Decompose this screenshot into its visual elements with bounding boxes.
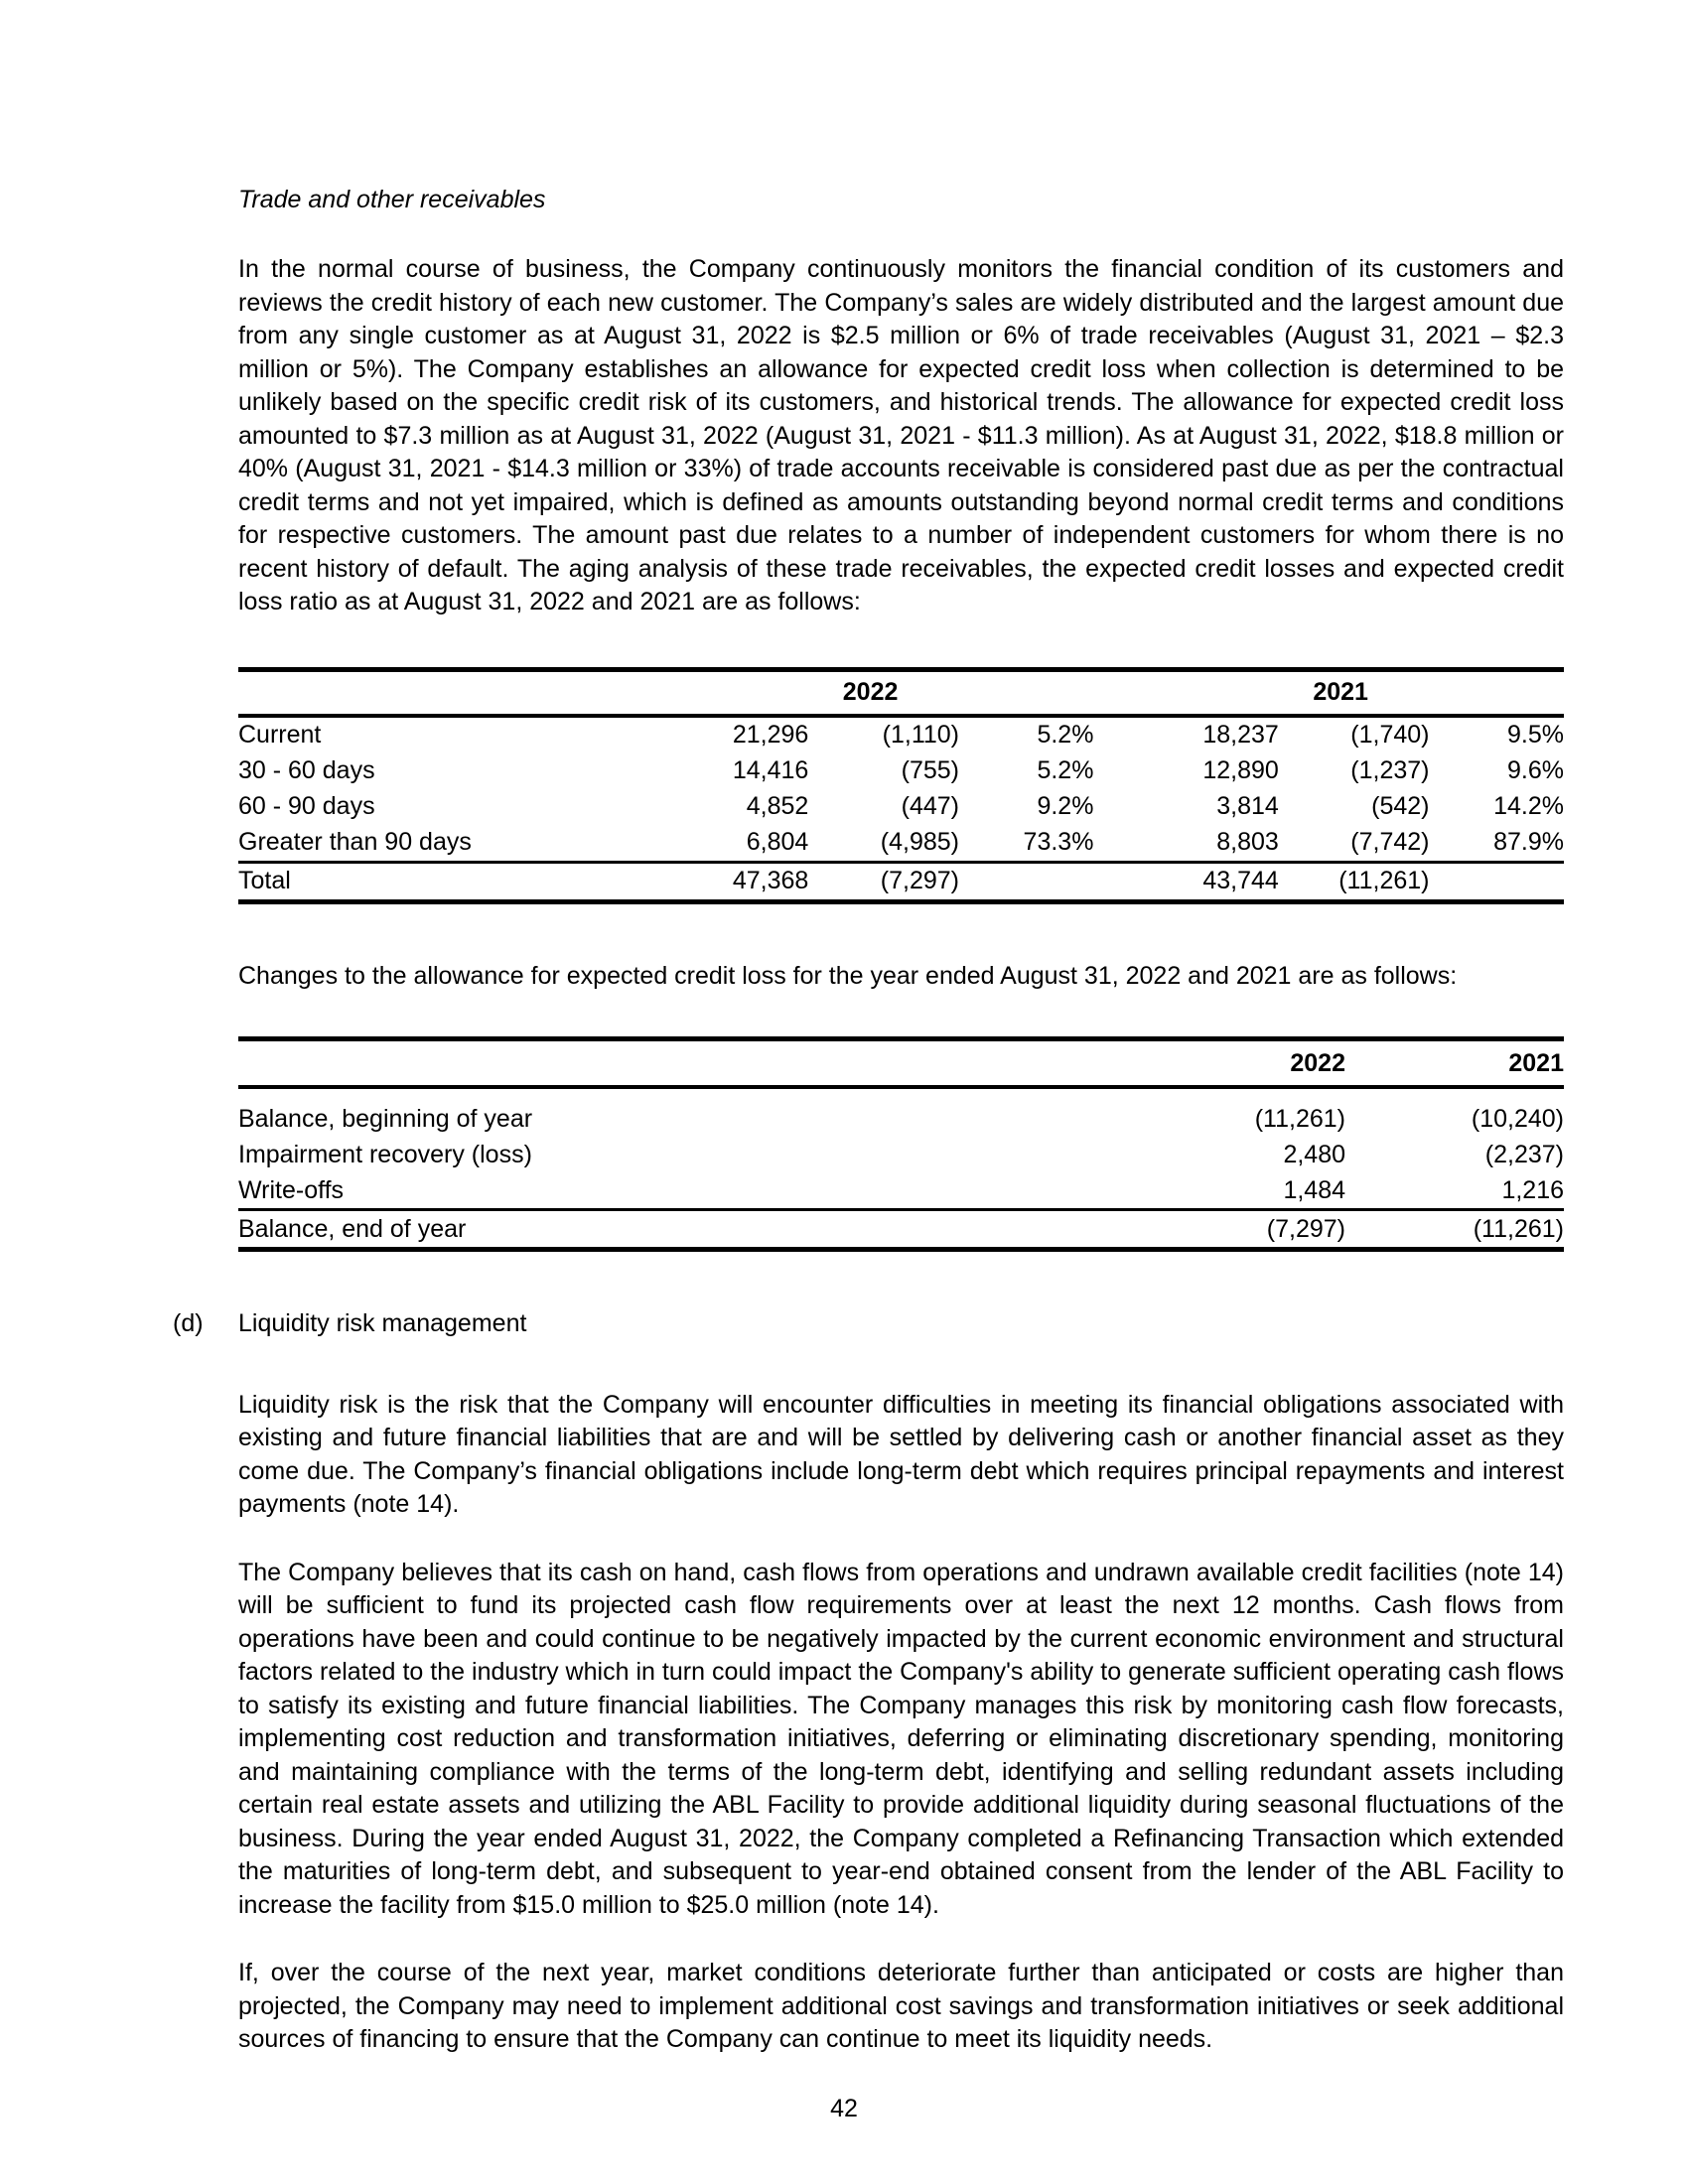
aging-total-ratio-2021 [1430,862,1565,901]
aging-total-allowance-2022: (7,297) [808,862,959,901]
allowance-total-2022: (7,297) [1127,1210,1345,1250]
allowance-table-header-row [238,1041,1564,1087]
allowance-continuity-table [238,1036,1564,1252]
aging-allowance-2021: (1,237) [1350,756,1430,784]
aging-amt-2022: 21,296 [732,721,809,749]
aging-row-label: 60 - 90 days [238,792,375,820]
section-letter-marker: (d) [173,1309,204,1337]
aging-allowance-2021: (542) [1371,792,1430,820]
aging-amt-2021: 12,890 [1202,756,1279,784]
table-row [238,716,1564,753]
aging-gap-cell [1093,789,1117,825]
aging-amt-2022: 4,852 [746,792,809,820]
aging-ratio-2022: 5.2% [1037,756,1094,784]
aging-table-body [238,716,1564,902]
aging-total-label: Total [238,862,647,901]
page-number: 42 [830,2095,858,2122]
aging-amt-2021: 3,814 [1216,792,1279,820]
allowance-row-label: Balance, beginning of year [238,1104,533,1133]
changes-intro-paragraph: Changes to the allowance for expected credit loss for the year ended August 31, 2022 and 2021 are as follows: [238,961,1458,990]
aging-ratio-2021: 9.5% [1507,721,1564,749]
allowance-total-row [238,1210,1564,1250]
allowance-value-2022: 1,484 [1283,1175,1345,1204]
allowance-value-2022: 2,480 [1283,1140,1345,1168]
aging-allowance-2022: (447) [901,792,959,820]
aging-ratio-2021: 9.6% [1507,756,1564,784]
liquidity-paragraph-3: If, over the course of the next year, market conditions deteriorate further than anticipated or costs are higher than projected, the Company may need to implement additional cost savings and transformation initiatives or seek additional sources of financing to ensure that the Company can continue to meet its liquidity needs. [238,1959,1564,2053]
aging-row-label: 30 - 60 days [238,756,375,784]
aging-allowance-2021: (1,740) [1350,721,1430,749]
allowance-header-2021: 2021 [1345,1041,1564,1087]
aging-ratio-2022: 73.3% [1023,828,1094,856]
aging-gap-cell [1093,825,1117,863]
allowance-total-2021: (11,261) [1345,1210,1564,1250]
aging-amt-2021: 18,237 [1202,721,1279,749]
allowance-value-2022: (11,261) [1254,1104,1345,1133]
aging-total-allowance-2021: (11,261) [1279,862,1430,901]
aging-allowance-2022: (1,110) [882,721,959,749]
allowance-value-2021: (2,237) [1484,1140,1564,1168]
table-row [238,1172,1564,1210]
aging-table-head [238,669,1564,716]
aging-amt-2021: 8,803 [1216,828,1279,856]
allowance-table-head [238,1039,1564,1088]
aging-ratio-2021: 87.9% [1493,828,1564,856]
aging-gap-cell [1093,716,1117,753]
allowance-header-2022: 2022 [1127,1041,1345,1087]
aging-row-label: Greater than 90 days [238,828,472,856]
aging-header-2022: 2022 [647,672,1094,716]
aging-header-2021: 2021 [1117,672,1564,716]
aging-allowance-2022: (4,985) [880,828,959,856]
aging-gap-cell [1093,862,1117,901]
liquidity-paragraph-2: The Company believes that its cash on hand, cash flows from operations and undrawn available credit facilities (note 14) will be sufficient to fund its projected cash flow requirements over at least the next 12 months. Cash flows from operations have been and could continue to be negatively impacted by the current economic environment and structural factors related to the industry which in turn could impact the Company's ability to generate sufficient operating cash flows to satisfy its existing and future financial liabilities. The Company manages this risk by monitoring cash flow forecasts, implementing cost reduction and transformation initiatives, deferring or eliminating discretionary spending, monitoring and maintaining compliance with the terms of the long-term debt, identifying and selling redundant assets including certain real estate assets and utilizing the ABL Facility to provide additional liquidity during seasonal fluctuations of the business. During the year ended August 31, 2022, the Company completed a Refinancing Transaction which extended the maturities of long-term debt, and subsequent to year-end obtained consent from the lender of the ABL Facility to increase the facility from $15.0 million to $25.0 million (note 14). [238,1558,1564,1919]
allowance-total-label: Balance, end of year [238,1210,1127,1250]
liquidity-heading-text: Liquidity risk management [238,1309,527,1337]
table-row [238,789,1564,825]
aging-ratio-2022: 9.2% [1037,792,1094,820]
aging-total-row [238,862,1564,901]
aging-amt-2022: 14,416 [732,756,809,784]
aging-total-amt-2021: 43,744 [1117,862,1279,901]
allowance-table-body [238,1087,1564,1250]
allowance-value-2021: (10,240) [1471,1104,1564,1133]
table-row [238,1137,1564,1172]
allowance-header-blank [238,1041,1127,1087]
aging-gap-cell [1093,753,1117,789]
aging-header-gap [1093,672,1117,716]
aging-allowance-2022: (755) [901,756,959,784]
section-heading: Trade and other receivables [238,186,546,213]
page-content [173,184,1564,2057]
aging-table-header-row [238,672,1564,716]
intro-paragraph: In the normal course of business, the Company continuously monitors the financial condition of its customers and reviews the credit history of each new customer. The Company’s sales are widely distributed and the largest amount due from any single customer as at August 31, 2022 is $2.5 million or 6% of trade receivables (August 31, 2021 – $2.3 million or 5%). The Company establishes an allowance for expected credit loss when collection is determined to be unlikely based on the specific credit risk of its customers, and historical trends. The allowance for expected credit loss amounted to $7.3 million as at August 31, 2022 (August 31, 2021 - $11.3 million). As at August 31, 2022, $18.8 million or 40% (August 31, 2021 - $14.3 million or 33%) of trade accounts receivable is considered past due as per the contractual credit terms and not yet impaired, which is defined as amounts outstanding beyond normal credit terms and conditions for respective customers. The amount past due relates to a number of independent customers for whom there is no recent history of default. The aging analysis of these trade receivables, the expected credit losses and expected credit loss ratio as at August 31, 2022 and 2021 are as follows: [238,255,1564,615]
table-row [238,1087,1564,1137]
aging-total-amt-2022: 47,368 [647,862,809,901]
aging-amt-2022: 6,804 [746,828,809,856]
table-row [238,753,1564,789]
aging-header-blank [238,672,647,716]
aging-row-label: Current [238,721,322,749]
aging-allowance-2021: (7,742) [1350,828,1430,856]
allowance-row-label: Write-offs [238,1175,345,1204]
aging-analysis-table [238,667,1564,904]
allowance-value-2021: 1,216 [1501,1175,1564,1204]
aging-ratio-2021: 14.2% [1493,792,1564,820]
table-row [238,825,1564,863]
liquidity-section-heading [173,1307,1564,1341]
aging-ratio-2022: 5.2% [1037,721,1094,749]
aging-total-ratio-2022 [959,862,1093,901]
allowance-row-label: Impairment recovery (loss) [238,1140,532,1168]
liquidity-paragraph-1: Liquidity risk is the risk that the Company will encounter difficulties in meeting its financial obligations associated with existing and future financial liabilities that are and will be settled by delivering cash or another financial asset as they come due. The Company’s financial obligations include long-term debt which requires principal repayments and interest payments (note 14). [238,1390,1564,1518]
